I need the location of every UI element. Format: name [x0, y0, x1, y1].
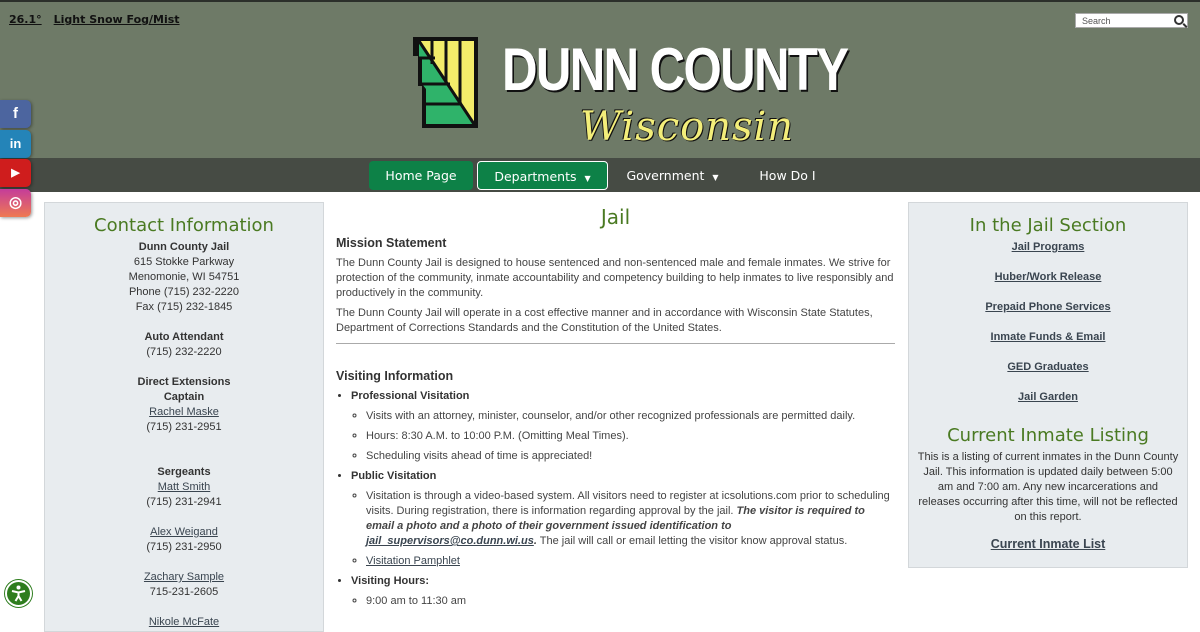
list-item: ◦ Scheduling visits ahead of time is appreciated!	[366, 449, 895, 464]
sergeant-phone: (715) 231-2941	[146, 496, 222, 508]
mission-text: The Dunn County Jail will operate in a cost effective manner and in accordance with Wisconsin State Statutes, Department of Corrections Standards and the Constitution of the United States.	[336, 307, 873, 334]
weather-condition[interactable]: Light Snow Fog/Mist	[53, 13, 180, 26]
linkedin-icon[interactable]: in	[0, 130, 31, 158]
sergeants-label: Sergeants	[157, 466, 211, 478]
listing-title: Current Inmate Listing	[947, 425, 1149, 446]
chevron-down-icon: ▼	[712, 173, 719, 182]
mission-text: The Dunn County Jail is designed to house sentenced and non-sentenced male and female inmates. We strive for protection of the community, inmate accountability and competency building to help inmates to live responsibly and productively in the community.	[336, 257, 894, 299]
contact-org: Dunn County Jail	[138, 241, 230, 253]
sergeant-phone: 715-231-2605	[149, 586, 219, 598]
weather-widget[interactable]	[9, 13, 192, 26]
nav-departments-label: Departments	[494, 169, 577, 184]
facebook-icon[interactable]: f	[0, 100, 31, 128]
visiting-heading: Visiting Information	[336, 369, 454, 383]
section-title: In the Jail Section	[969, 215, 1127, 236]
public-text: Visitation is through a video-based system. All visitors need to register at icsolutions.com prior to scheduling visits. During registration, there is information regarding approval by the jail.	[366, 490, 890, 517]
nav-how-do-i[interactable]	[745, 161, 830, 190]
page-title: Jail	[600, 205, 631, 229]
ged-link[interactable]: GED Graduates	[1007, 361, 1089, 373]
sergeant-link[interactable]: Matt Smith	[157, 481, 211, 493]
nav-home-label: Home Page	[385, 168, 457, 183]
sergeant-phone: (715) 231-2950	[146, 541, 222, 553]
list-item	[366, 489, 895, 549]
visiting-list	[351, 389, 895, 609]
professional-label: Professional Visitation	[351, 390, 470, 402]
sergeant-link[interactable]: Nikole McFate	[148, 616, 220, 628]
huber-link[interactable]: Huber/Work Release	[994, 271, 1102, 283]
auto-attendant-phone: (715) 232-2220	[146, 346, 222, 358]
list-item	[351, 389, 895, 464]
sergeant-link[interactable]: Zachary Sample	[143, 571, 225, 583]
county-logo-icon[interactable]	[410, 34, 482, 130]
contact-title: Contact Information	[94, 215, 274, 236]
logo-script: Wisconsin	[580, 104, 795, 150]
public-label: Public Visitation	[351, 470, 437, 482]
list-item	[351, 469, 895, 569]
public-text: The jail will call or email letting the visitor know approval status.	[536, 535, 848, 547]
public-requirement: The visitor is required to email a photo and a photo of their government issued identification to	[366, 505, 865, 532]
inmate-list-link[interactable]: Current Inmate List	[990, 537, 1106, 551]
hours-label: Visiting Hours:	[351, 575, 430, 587]
nav-how-do-i-label: How Do I	[759, 168, 816, 183]
instagram-icon[interactable]: ◎	[0, 189, 31, 217]
weather-temp[interactable]: 26.1°	[9, 13, 42, 26]
chevron-down-icon: ▼	[584, 174, 591, 183]
search-input[interactable]	[1075, 13, 1188, 28]
nav-departments[interactable]	[477, 161, 608, 190]
inmate-funds-link[interactable]: Inmate Funds & Email	[990, 331, 1106, 343]
phone-services-link[interactable]: Prepaid Phone Services	[985, 301, 1111, 313]
nav-home[interactable]	[369, 161, 473, 190]
jail-garden-link[interactable]: Jail Garden	[1018, 391, 1078, 403]
main-content	[336, 204, 895, 614]
sergeant-link[interactable]: Alex Weigand	[150, 526, 218, 538]
main-nav	[0, 158, 1200, 192]
contact-address: 615 Stokke Parkway	[133, 256, 235, 268]
contact-city: Menomonie, WI 54751	[128, 271, 240, 283]
accessibility-icon[interactable]	[5, 580, 32, 607]
list-item	[366, 554, 895, 569]
contact-fax: Fax (715) 232-1845	[135, 301, 233, 313]
pamphlet-link[interactable]: Visitation Pamphlet	[366, 555, 460, 567]
jail-section-panel	[908, 202, 1188, 568]
logo-title: DUNN COUNTY	[502, 36, 848, 103]
search-icon[interactable]	[1174, 15, 1184, 25]
list-item: ◦ 9:00 am to 11:30 am	[366, 594, 895, 609]
list-item: ◦ Hours: 8:30 A.M. to 10:00 P.M. (Omitting Meal Times).	[366, 429, 895, 444]
captain-link[interactable]: Rachel Maske	[149, 406, 219, 418]
captain-label: Captain	[163, 391, 205, 403]
period: .	[533, 535, 537, 547]
mission-heading: Mission Statement	[336, 236, 447, 250]
search-placeholder: Search	[1082, 16, 1111, 26]
list-item	[351, 574, 895, 609]
contact-phone: Phone (715) 232-2220	[128, 286, 240, 298]
listing-text: This is a listing of current inmates in the Dunn County Jail. This information is updated daily between 5:00 am and 7:00 am. Any new incarcerations and releases occurring after this time, will not be reflected on this report.	[917, 451, 1179, 523]
site-header	[0, 0, 1200, 158]
direct-extensions-label: Direct Extensions	[137, 376, 231, 388]
nav-government-label: Government	[626, 168, 705, 183]
list-item: ◦ Visits with an attorney, minister, counselor, and/or other recognized professionals are permitted daily.	[366, 409, 895, 424]
contact-panel	[44, 202, 324, 632]
nav-government[interactable]	[615, 161, 730, 190]
divider	[336, 343, 895, 344]
email-link[interactable]: jail_supervisors@co.dunn.wi.us	[366, 535, 534, 547]
youtube-icon[interactable]: ▶	[0, 159, 31, 187]
auto-attendant-label: Auto Attendant	[144, 331, 224, 343]
captain-phone: (715) 231-2951	[146, 421, 222, 433]
jail-programs-link[interactable]: Jail Programs	[1011, 241, 1085, 253]
